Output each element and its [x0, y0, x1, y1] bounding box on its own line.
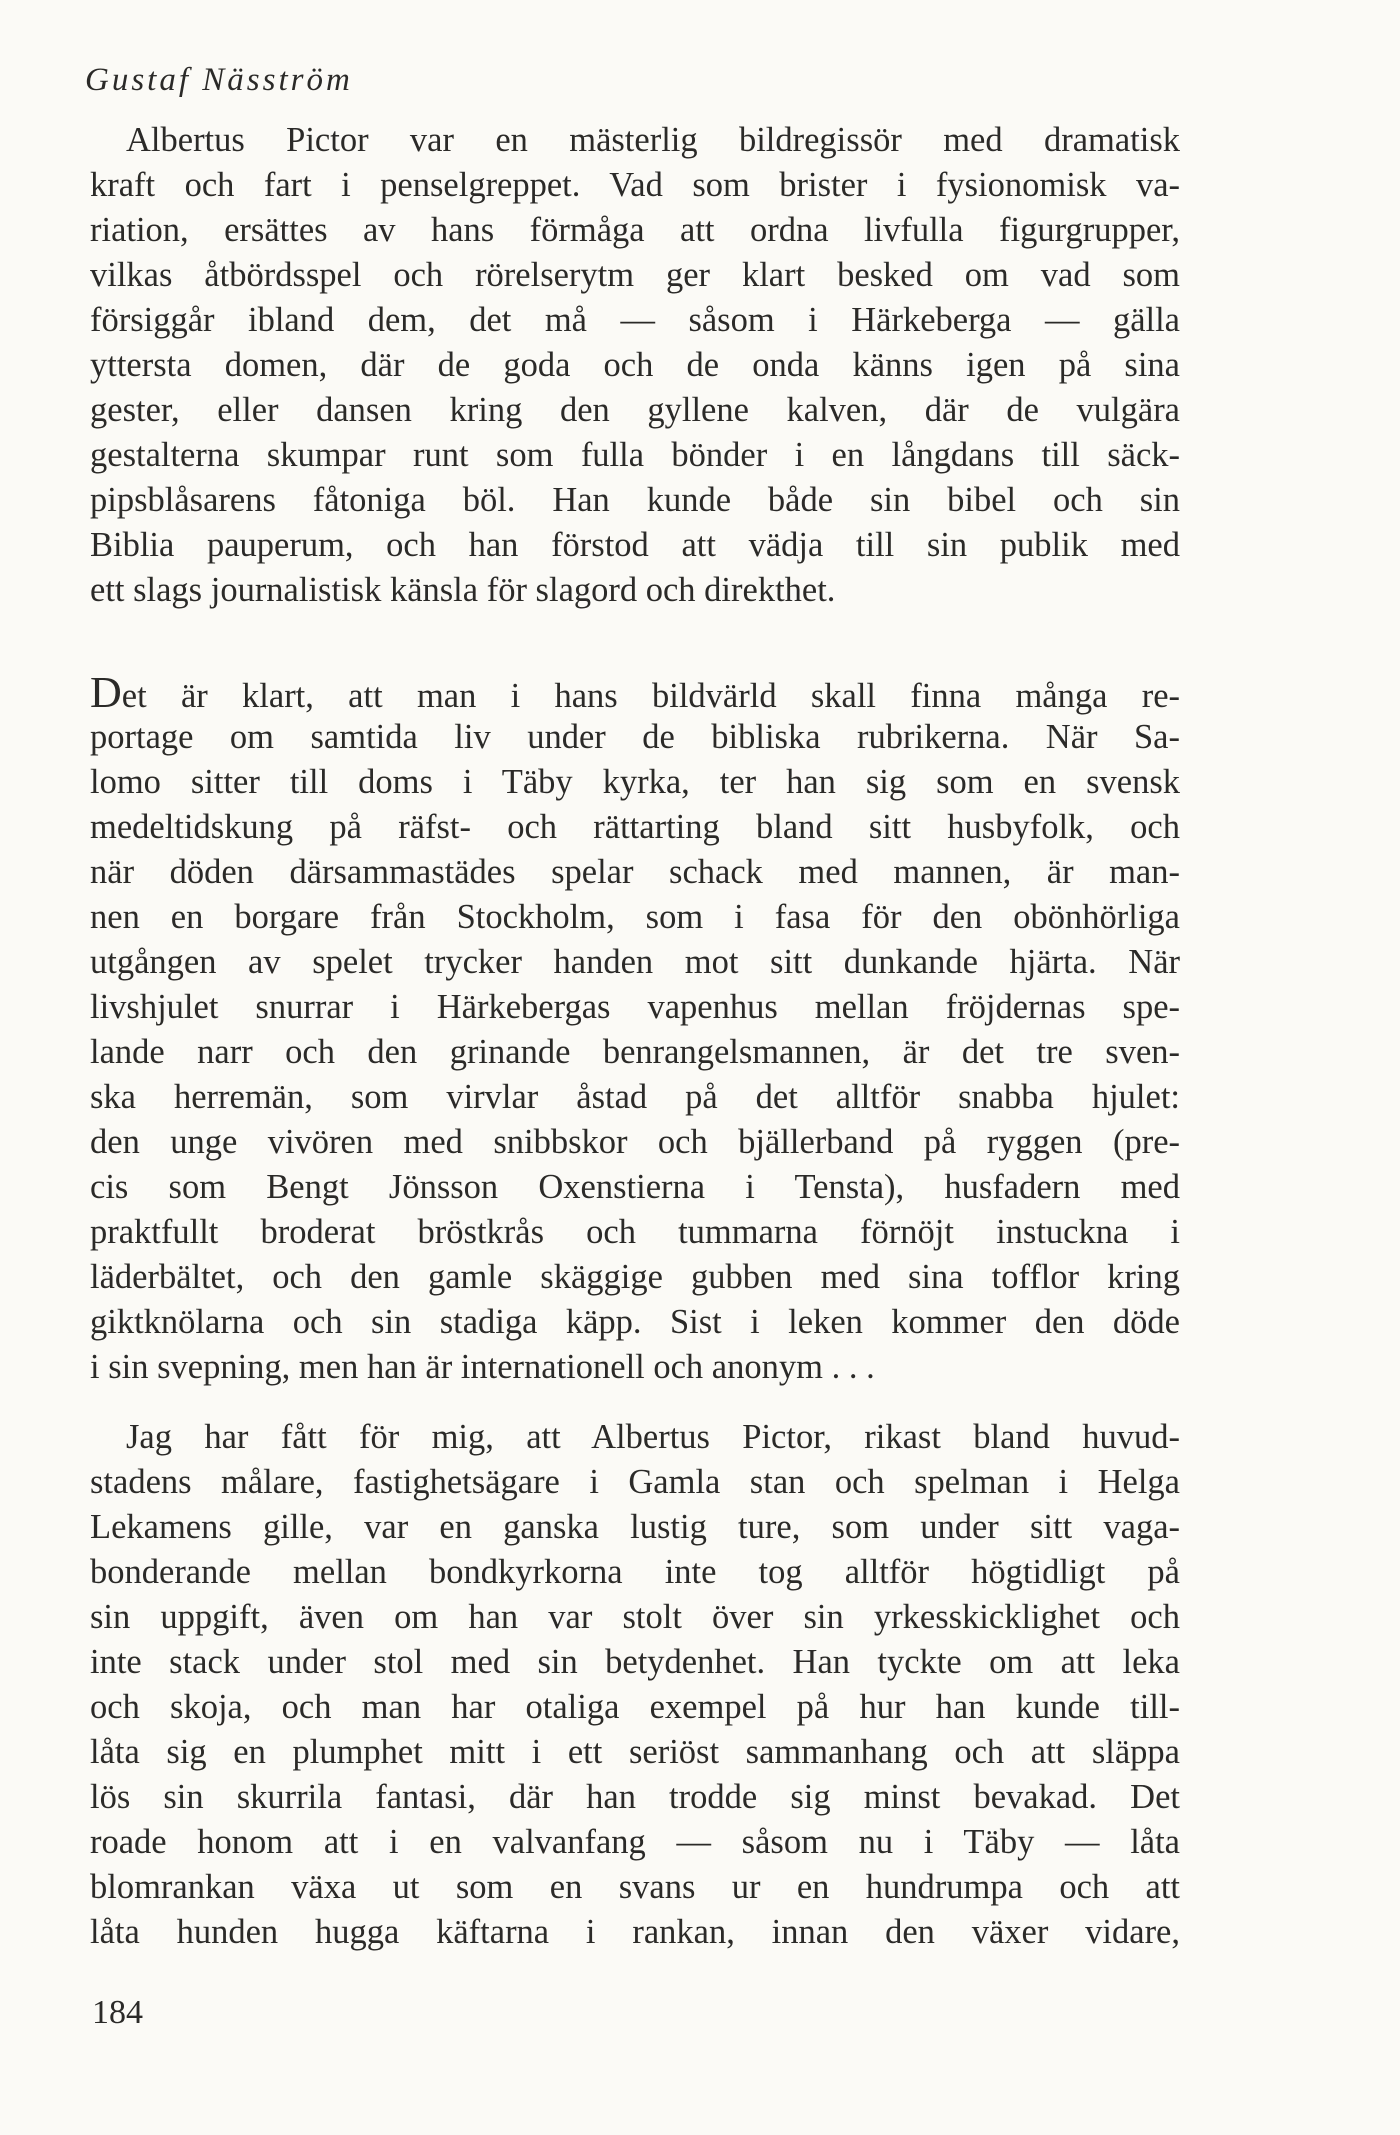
text-line: Jag har fått för mig, att Albertus Pictor, rikast bland huvud-	[126, 1418, 1180, 1456]
paragraph-2	[90, 670, 1180, 1390]
text-line: portage om samtida liv under de bibliska rubrikerna. När Sa-	[90, 718, 1180, 756]
text-line: kraft och fart i penselgreppet. Vad som brister i fysionomisk va-	[90, 166, 1180, 204]
text-line: lös sin skurrila fantasi, där han trodde sig minst bevakad. Det	[90, 1778, 1180, 1816]
text-line: Biblia pauperum, och han förstod att vädja till sin publik med	[90, 526, 1180, 564]
text-line: pipsblåsarens fåtoniga böl. Han kunde både sin bibel och sin	[90, 481, 1180, 519]
text-line: lomo sitter till doms i Täby kyrka, ter han sig som en svensk	[90, 763, 1180, 801]
text-line: läderbältet, och den gamle skäggige gubben med sina tofflor kring	[90, 1258, 1180, 1296]
text-line: sin uppgift, även om han var stolt över sin yrkesskicklighet och	[90, 1598, 1180, 1636]
text-line: Lekamens gille, var en ganska lustig ture, som under sitt vaga-	[90, 1508, 1180, 1546]
text-line: livshjulet snurrar i Härkebergas vapenhus mellan fröjdernas spe-	[90, 988, 1180, 1026]
text-line: utgången av spelet trycker handen mot sitt dunkande hjärta. När	[90, 943, 1180, 981]
text-line: vilkas åtbördsspel och rörelserytm ger klart besked om vad som	[90, 256, 1180, 294]
dropcap-letter: D	[90, 668, 122, 717]
text-line: nen en borgare från Stockholm, som i fasa för den obönhörliga	[90, 898, 1180, 936]
text-line: blomrankan växa ut som en svans ur en hundrumpa och att	[90, 1868, 1180, 1906]
text-line: Albertus Pictor var en mästerlig bildregissör med dramatisk	[126, 121, 1180, 159]
text-line: den unge vivören med snibbskor och bjällerband på ryggen (pre-	[90, 1123, 1180, 1161]
text-line: medeltidskung på räfst- och rättarting bland sitt husbyfolk, och	[90, 808, 1180, 846]
paragraph-1	[90, 118, 1180, 613]
text-line: låta hunden hugga käftarna i rankan, innan den växer vidare,	[90, 1913, 1180, 1951]
text-line: när döden därsammastädes spelar schack med mannen, är man-	[90, 853, 1180, 891]
first-line-rest: et är klart, att man i hans bildvärld skall finna många re-	[121, 677, 1180, 715]
text-line: yttersta domen, där de goda och de onda känns igen på sina	[90, 346, 1180, 384]
text-line: praktfullt broderat bröstkrås och tummarna förnöjt instuckna i	[90, 1213, 1180, 1251]
text-line: i sin svepning, men han är internationell och anonym . . .	[90, 1348, 875, 1386]
text-line: roade honom att i en valvanfang — såsom nu i Täby — låta	[90, 1823, 1180, 1861]
text-line: giktknölarna och sin stadiga käpp. Sist i leken kommer den döde	[90, 1303, 1180, 1341]
text-line: gester, eller dansen kring den gyllene kalven, där de vulgära	[90, 391, 1180, 429]
text-line: stadens målare, fastighetsägare i Gamla stan och spelman i Helga	[90, 1463, 1180, 1501]
running-head-author: Gustaf Näsström	[85, 62, 353, 98]
text-line: inte stack under stol med sin betydenhet. Han tyckte om att leka	[90, 1643, 1180, 1681]
text-line-first	[90, 670, 1180, 715]
text-line: försiggår ibland dem, det må — såsom i Härkeberga — gälla	[90, 301, 1180, 339]
text-line: cis som Bengt Jönsson Oxenstierna i Tensta), husfadern med	[90, 1168, 1180, 1206]
text-line: gestalterna skumpar runt som fulla bönder i en långdans till säck-	[90, 436, 1180, 474]
text-line: lande narr och den grinande benrangelsmannen, är det tre sven-	[90, 1033, 1180, 1071]
page-number: 184	[92, 1994, 143, 2031]
text-line: riation, ersättes av hans förmåga att ordna livfulla figurgrupper,	[90, 211, 1180, 249]
text-line: bonderande mellan bondkyrkorna inte tog alltför högtidligt på	[90, 1553, 1180, 1591]
paragraph-3	[90, 1415, 1180, 1955]
text-line: och skoja, och man har otaliga exempel på hur han kunde till-	[90, 1688, 1180, 1726]
text-line: låta sig en plumphet mitt i ett seriöst sammanhang och att släppa	[90, 1733, 1180, 1771]
text-line: ett slags journalistisk känsla för slagord och direkthet.	[90, 571, 836, 609]
text-line: ska herremän, som virvlar åstad på det alltför snabba hjulet:	[90, 1078, 1180, 1116]
